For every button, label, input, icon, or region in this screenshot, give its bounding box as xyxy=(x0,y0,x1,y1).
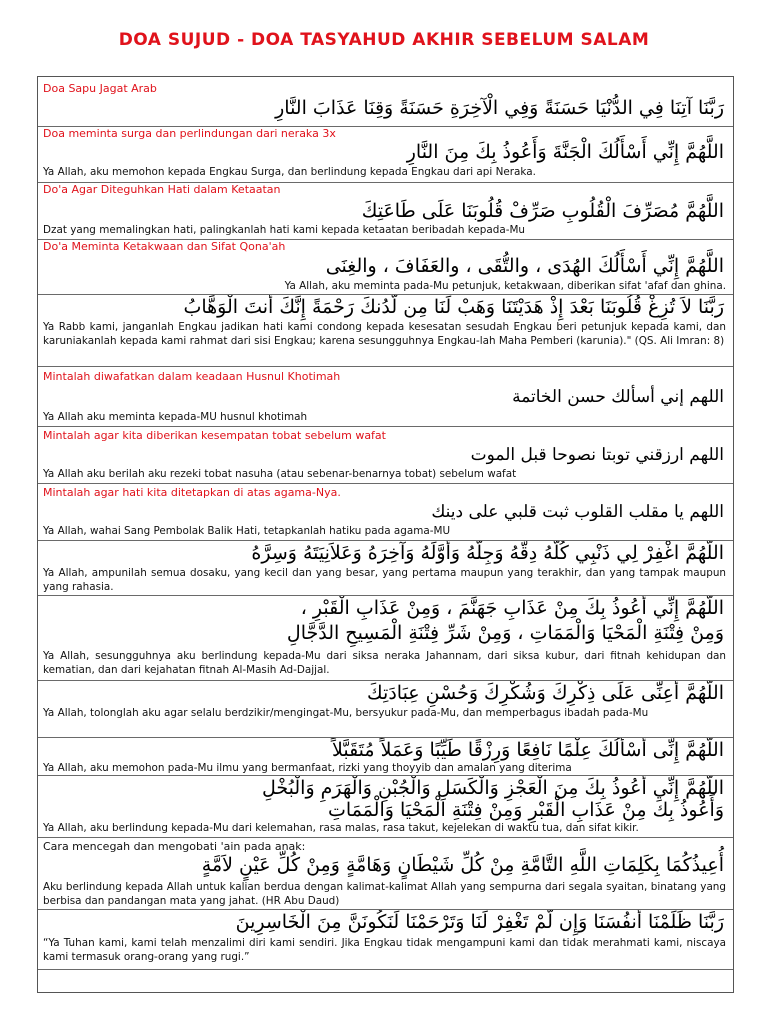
table-row xyxy=(38,427,733,484)
translation-text: Ya Rabb kami, janganlah Engkau jadikan hati kami condong kepada kesesatan sesudah Engkau beri petunjuk kepada kami, dan karuniakanlah kepada kami rahmat dari sisi Engkau; karena sesungguhnya Engkau-lah Maha Pemberi (karunia)." (QS. Ali Imran: 8) xyxy=(43,321,726,347)
table-row xyxy=(38,541,733,596)
arabic-text: رَبَّنَا لاَ تُزِغْ قُلُوبَنَا بَعْدَ إِذْ هَدَيْتَنَا وَهَبْ لَنَا مِن لَّدُنكَ رَحْمَةً إِنَّكَ أَنتَ الْوَهَّابُ xyxy=(183,296,724,318)
table-row xyxy=(38,77,733,127)
translation-text: Ya Allah, wahai Sang Pembolak Balik Hati, tetapkanlah hatiku pada agama-MU xyxy=(43,525,451,537)
arabic-text: اللَّهُمَّ إِنِّي أَسْأَلُكَ الهُدَى ، والتُّقَى ، والعَفَافَ ، والغِنَى xyxy=(325,255,724,277)
table-row xyxy=(38,295,733,367)
row-heading: Doa Sapu Jagat Arab xyxy=(43,82,157,95)
table-row xyxy=(38,183,733,240)
table-row xyxy=(38,484,733,541)
table-row xyxy=(38,127,733,183)
table-row xyxy=(38,240,733,295)
row-heading: Mintalah agar kita diberikan kesempatan tobat sebelum wafat xyxy=(43,429,386,442)
translation-text: Ya Allah, aku berlindung kepada-Mu dari kelemahan, rasa malas, rasa takut, kejelekan di waktu tua, dan sifat kikir. xyxy=(43,822,639,834)
row-heading: Do'a Meminta Ketakwaan dan Sifat Qona'ah xyxy=(43,240,286,253)
arabic-text: اللهم يا مقلب القلوب ثبت قلبي على دينك xyxy=(431,502,724,522)
row-heading: Do'a Agar Diteguhkan Hati dalam Ketaatan xyxy=(43,183,281,196)
translation-text: Ya Allah, ampunilah semua dosaku, yang kecil dan yang besar, yang pertama maupun yang terakhir, dan yang tampak maupun yang rahasia. xyxy=(43,567,726,593)
translation-text: Ya Allah, sesungguhnya aku berlindung kepada-Mu dari siksa neraka Jahannam, dari siksa kubur, dari fitnah kehidupan dan kematian, dan dari kejahatan fitnah Al-Masih Ad-Dajjal. xyxy=(43,650,726,676)
translation-text: Ya Allah, aku memohon kepada Engkau Surga, dan berlindung kepada Engkau dari api Neraka. xyxy=(43,166,536,178)
row-heading: Doa meminta surga dan perlindungan dari neraka 3x xyxy=(43,127,336,140)
arabic-text-line-2: وَأَعُوذُ بِكَ مِنْ عَذَابِ الْقَبْرِ وَمِنْ فِتْنَةِ الْمَحْيَا وَالْمَمَاتِ xyxy=(328,799,724,821)
row-heading: Cara mencegah dan mengobati 'ain pada anak: xyxy=(43,840,306,853)
arabic-text: اللَّهُمَّ مُصَرِّفَ الْقُلُوبِ صَرِّفْ قُلُوبَنَا عَلَى طَاعَتِكَ xyxy=(361,200,724,222)
arabic-text: اللَّهُمَّ إِنِّي أَعُوذُ بِكَ مِنَ الْعَجْزِ وَالْكَسَلِ وَالْجُبْنِ وَالْهَرَمِ وَالْبُخْلِ xyxy=(262,777,724,799)
arabic-text: رَبَّنَا آتِنَا فِي الدُّنْيَا حَسَنَةً وَفِي الْآخِرَةِ حَسَنَةً وَقِنَا عَذَابَ النَّارِ xyxy=(275,97,724,119)
page-title: DOA SUJUD - DOA TASYAHUD AKHIR SEBELUM SALAM xyxy=(118,30,650,50)
row-heading: Mintalah diwafatkan dalam keadaan Husnul Khotimah xyxy=(43,370,341,383)
translation-text: Ya Allah aku berilah aku rezeki tobat nasuha (atau sebenar-benarnya tobat) sebelum wafat xyxy=(43,468,517,480)
table-row xyxy=(38,367,733,427)
arabic-text: اللهم ارزقني توبتا نصوحا قبل الموت xyxy=(470,445,724,465)
translation-text: Ya Allah, tolonglah aku agar selalu berdzikir/mengingat-Mu, bersyukur pada-Mu, dan memperbagus ibadah pada-Mu xyxy=(43,707,649,719)
arabic-text: اللَّهُمَّ أَعِنِّى عَلَى ذِكْرِكَ وَشُكْرِكَ وَحُسْنِ عِبَادَتِكَ xyxy=(367,682,724,704)
table-row xyxy=(38,776,733,838)
table-row xyxy=(38,681,733,738)
arabic-text: اللَّهُمَّ إِنِّي أَسْأَلُكَ الْجَنَّةَ وَأَعُوذُ بِكَ مِنَ النَّارِ xyxy=(406,141,724,163)
arabic-text: اللَّهُمَّ إِنِّى أَسْأَلُكَ عِلْمًا نَافِعًا وَرِزْقًا طَيِّبًا وَعَمَلاً مُتَقَبَّلاً xyxy=(332,739,724,761)
arabic-text: رَبَّنَا ظَلَمْنَا أَنفُسَنَا وَإِن لَّمْ تَغْفِرْ لَنَا وَتَرْحَمْنَا لَنَكُونَنَّ مِنَ الْخَاسِرِينَ xyxy=(235,911,724,933)
translation-text: Ya Allah, aku meminta pada-Mu petunjuk, ketakwaan, diberikan sifat 'afaf dan ghina. xyxy=(284,280,726,292)
translation-text: Aku berlindung kepada Allah untuk kalian berdua dengan kalimat-kalimat Allah yang sempurna dari segala syaitan, binatang yang berbisa dan pandangan mata yang jahat. (HR Abu Daud) xyxy=(43,881,726,907)
translation-text: Ya Allah aku meminta kepada-MU husnul khotimah xyxy=(43,411,308,423)
table-row xyxy=(38,738,733,776)
arabic-text: اللَّهُمَّ إِنِّي أَعُوذُ بِكَ مِنْ عَذَابِ جَهَنَّمَ ، وَمِنْ عَذَابِ الْقَبْرِ ، xyxy=(300,597,724,619)
arabic-text: أُعِيذُكُمَا بِكَلِمَاتِ اللَّهِ التَّامَّةِ مِنْ كُلِّ شَيْطَانٍ وَهَامَّةٍ وَمِنْ كُلِّ عَيْنٍ لاَمَّةٍ xyxy=(201,854,724,876)
empty-row xyxy=(38,970,733,992)
arabic-text-line-2: وَمِنْ فِتْنَةِ الْمَحْيَا وَالْمَمَاتِ ، وَمِنْ شَرِّ فِتْنَةِ الْمَسِيحِ الدَّجَّالِ xyxy=(286,622,724,644)
translation-text: “Ya Tuhan kami, kami telah menzalimi diri kami sendiri. Jika Engkau tidak mengampuni kami dan tidak merahmati kami, niscaya kami termasuk orang-orang yang rugi.” xyxy=(43,937,726,963)
translation-text: Dzat yang memalingkan hati, palingkanlah hati kami kepada ketaatan beribadah kepada-Mu xyxy=(43,224,526,236)
prayer-table xyxy=(37,76,734,993)
arabic-text: اللَّهُمَّ اغْفِرْ لِي ذَنْبِي كُلَّهُ دِقَّهُ وَجِلَّهُ وَأَوَّلَهُ وَآخِرَهُ وَعَلاَنِيَتَهُ وَسِرَّهُ xyxy=(251,542,724,564)
table-row xyxy=(38,838,733,910)
translation-text: Ya Allah, aku memohon pada-Mu ilmu yang bermanfaat, rizki yang thoyyib dan amalan yang diterima xyxy=(43,762,572,774)
table-row xyxy=(38,596,733,681)
table-row xyxy=(38,910,733,970)
arabic-text: اللهم إني أسألك حسن الخاتمة xyxy=(512,387,724,407)
row-heading: Mintalah agar hati kita ditetapkan di atas agama-Nya. xyxy=(43,486,341,499)
